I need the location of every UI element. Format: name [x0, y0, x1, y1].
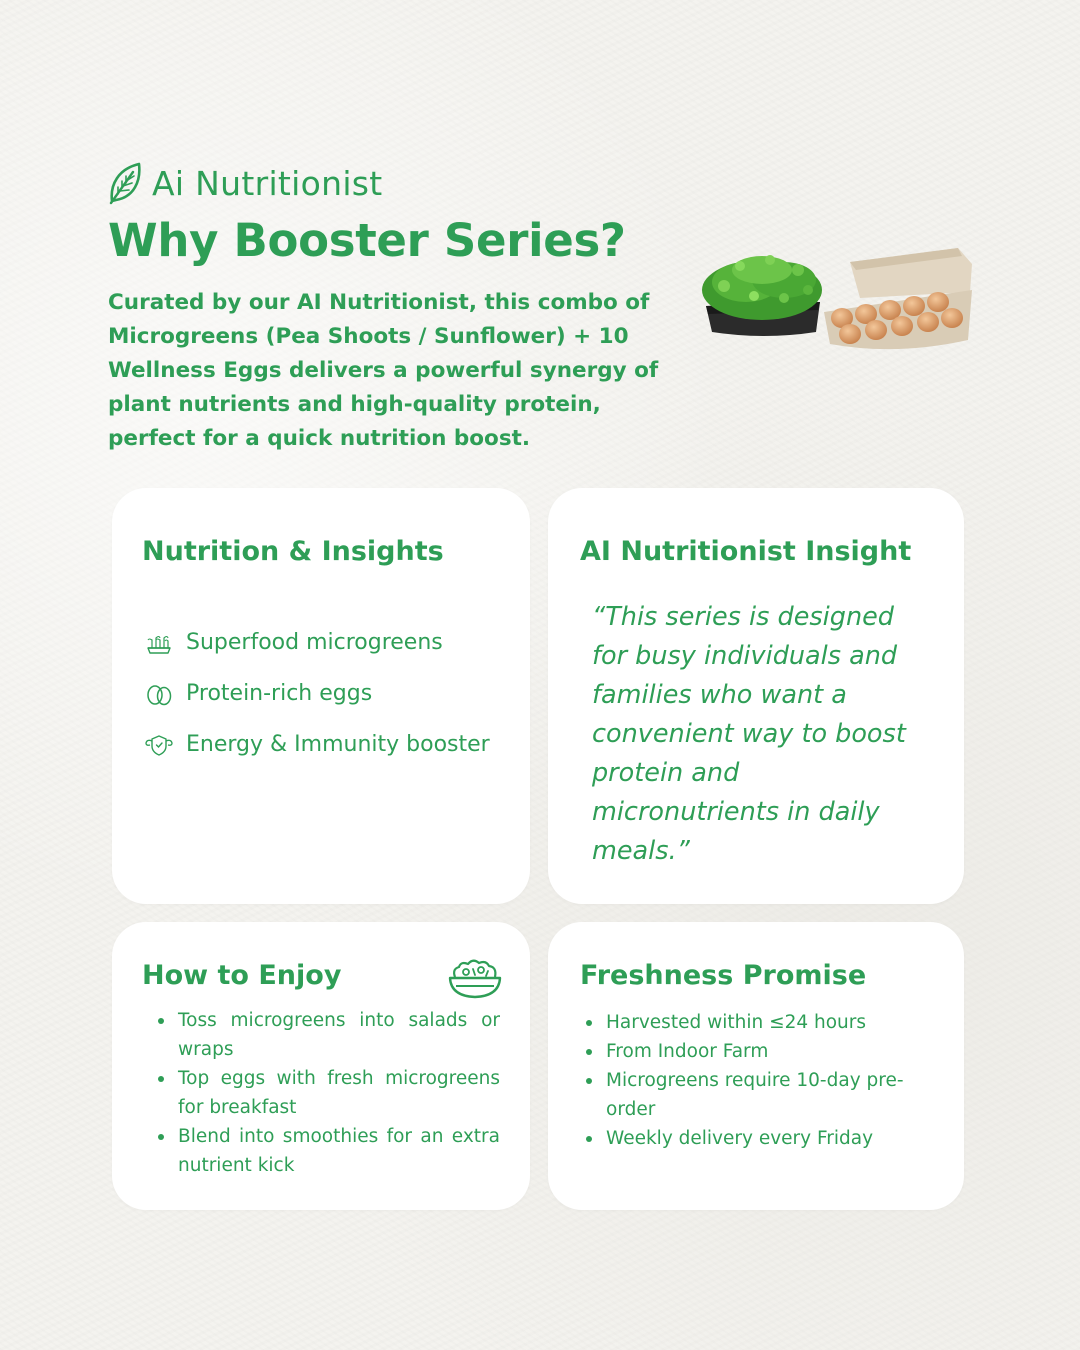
list-item: Top eggs with fresh microgreens for breakfast [154, 1064, 500, 1122]
product-image [700, 244, 976, 362]
list-item-label: Superfood microgreens [186, 630, 443, 655]
list-item-label: Protein-rich eggs [186, 681, 373, 706]
enjoy-list [154, 1006, 500, 1180]
freshness-list [582, 1008, 942, 1153]
nutrition-card-title: Nutrition & Insights [142, 536, 444, 567]
intro-paragraph: Curated by our AI Nutritionist, this combo of Microgreens (Pea Shoots / Sunflower) + 10 Wellness Eggs delivers a powerful synergy of plant nutrients and high-quality protein, perfect for a quick nutrition boost. [108, 290, 659, 451]
list-item [144, 728, 504, 761]
list-item: Weekly delivery every Friday [582, 1124, 942, 1153]
brand [108, 160, 383, 206]
insight-quote: “This series is designed for busy individuals and families who want a convenient way to boost protein and micronutrients in daily meals.” [592, 602, 906, 866]
leaf-icon [108, 161, 142, 205]
list-item [144, 626, 504, 659]
insight-card [548, 488, 964, 904]
eggs-icon [144, 679, 174, 709]
list-item: Blend into smoothies for an extra nutrient kick [154, 1122, 500, 1180]
list-item-label: Energy & Immunity booster [186, 732, 490, 757]
page-title: Why Booster Series? [108, 214, 626, 267]
freshness-card-title: Freshness Promise [580, 960, 867, 991]
salad-bowl-icon [446, 956, 504, 1000]
list-item: Toss microgreens into salads or wraps [154, 1006, 500, 1064]
enjoy-card-title: How to Enjoy [142, 960, 342, 991]
microgreens-tray-icon [144, 628, 174, 658]
list-item [144, 677, 504, 710]
list-item: From Indoor Farm [582, 1037, 942, 1066]
brand-name: Ai Nutritionist [152, 163, 383, 203]
list-item: Harvested within ≤24 hours [582, 1008, 942, 1037]
list-item: Microgreens require 10-day pre-order [582, 1066, 942, 1124]
shield-muscle-icon [144, 730, 174, 760]
nutrition-card [112, 488, 530, 904]
enjoy-card [112, 922, 530, 1210]
nutrition-list [144, 626, 504, 779]
insight-card-title: AI Nutritionist Insight [580, 536, 912, 567]
freshness-card [548, 922, 964, 1210]
